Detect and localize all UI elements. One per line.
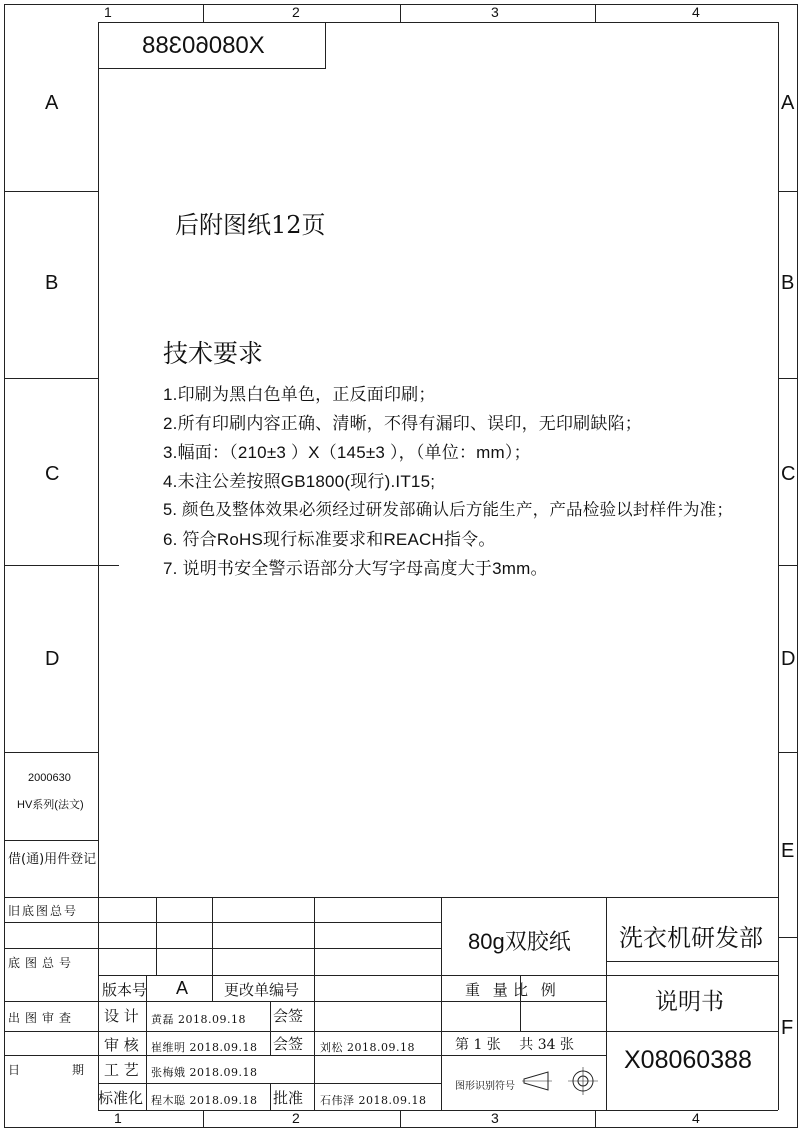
version-value: A — [176, 978, 189, 998]
role-standard-name: 程木聪 2018.09.18 — [151, 1094, 258, 1107]
row-d-left: D — [45, 648, 60, 670]
mirror-code-box — [98, 22, 326, 69]
role-review: 审 核 — [104, 1036, 139, 1054]
margin-series: HV系列(法文) — [17, 799, 84, 811]
sheet-count: 第 1 张 共 34 张 — [455, 1037, 574, 1053]
role-process: 工 艺 — [104, 1061, 139, 1079]
print-review-label: 出图审查 — [8, 1011, 77, 1025]
drawing-no-label: 底图总号 — [8, 956, 77, 970]
col-4-top: 4 — [692, 4, 700, 20]
requirement-item-1: 1.印刷为黑白色单色，正反面印刷； — [163, 385, 436, 404]
frame-left — [4, 4, 5, 1128]
row-a-right: A — [781, 92, 795, 114]
role-design-name: 黄磊 2018.09.18 — [151, 1013, 246, 1026]
col-3-top: 3 — [491, 4, 499, 20]
col-2-top: 2 — [292, 4, 300, 20]
requirement-item-5: 5. 颜色及整体效果必须经过研发部确认后方能生产，产品检验以封样件为准； — [163, 501, 734, 519]
requirement-item-7: 7. 说明书安全警示语部分大写字母高度大于3mm。 — [163, 559, 548, 578]
requirement-item-4: 4.未注公差按照GB1800(现行).IT15; — [163, 472, 436, 491]
role-standard: 标准化 — [98, 1089, 144, 1107]
frame-bottom — [4, 1127, 798, 1128]
countersign-label-2: 会签 — [273, 1035, 304, 1053]
date-label: 日 期 — [8, 1063, 105, 1077]
requirement-item-2: 2.所有印刷内容正确、清晰，不得有漏印、误印，无印刷缺陷； — [163, 414, 642, 433]
col-1-top: 1 — [104, 4, 112, 20]
material: 80g双胶纸 — [468, 929, 571, 954]
weight-label: 重 量 — [465, 981, 512, 999]
change-no-label: 更改单编号 — [224, 981, 300, 999]
document-code: X08060388 — [624, 1046, 752, 1074]
approve-name: 石伟泽 2018.09.18 — [320, 1094, 427, 1107]
col-4-bottom: 4 — [692, 1110, 700, 1126]
row-d-right: D — [781, 648, 796, 670]
row-a-left: A — [45, 92, 59, 114]
inner-left — [98, 22, 99, 897]
row-e-right: E — [781, 840, 795, 862]
inner-right — [778, 22, 779, 1110]
old-drawing-no-label: 旧底图总号 — [8, 904, 79, 918]
margin-code: 2000630 — [28, 772, 71, 784]
col-2-bottom: 2 — [292, 1110, 300, 1126]
role-process-name: 张梅娥 2018.09.18 — [151, 1066, 258, 1079]
version-label: 版本号 — [102, 981, 148, 999]
approve-label: 批准 — [273, 1089, 304, 1107]
scale-label: 比 例 — [513, 981, 560, 999]
requirement-item-3: 3.幅面：（210±3 ）X（145±3 ），（单位：mm）； — [163, 443, 531, 462]
row-b-right: B — [781, 272, 795, 294]
inner-bottom — [98, 1110, 778, 1111]
frame-top — [4, 4, 798, 5]
row-c-right: C — [781, 463, 796, 485]
col-1-bottom: 1 — [114, 1110, 122, 1126]
attached-pages-note: 后附图纸12页 — [175, 211, 326, 239]
row-f-right: F — [781, 1017, 794, 1039]
countersign-label-1: 会签 — [273, 1007, 304, 1025]
requirements-heading: 技术要求 — [163, 339, 264, 368]
countersign-name-2: 刘松 2018.09.18 — [320, 1041, 415, 1054]
projection-symbol-icon — [522, 1066, 602, 1096]
row-c-left: C — [45, 463, 60, 485]
projection-label: 图形识别符号 — [455, 1081, 515, 1092]
row-b-left: B — [45, 272, 59, 294]
margin-borrow-register: 借(通)用件登记 — [8, 852, 97, 867]
requirement-item-6: 6. 符合RoHS现行标准要求和REACH指令。 — [163, 530, 496, 549]
document-name: 说明书 — [655, 989, 724, 1015]
department: 洗衣机研发部 — [619, 924, 763, 952]
frame-right — [797, 4, 798, 1128]
col-3-bottom: 3 — [491, 1110, 499, 1126]
mirror-code: X08060388 — [142, 32, 265, 59]
role-design: 设 计 — [104, 1007, 139, 1025]
role-review-name: 崔维明 2018.09.18 — [151, 1041, 258, 1054]
